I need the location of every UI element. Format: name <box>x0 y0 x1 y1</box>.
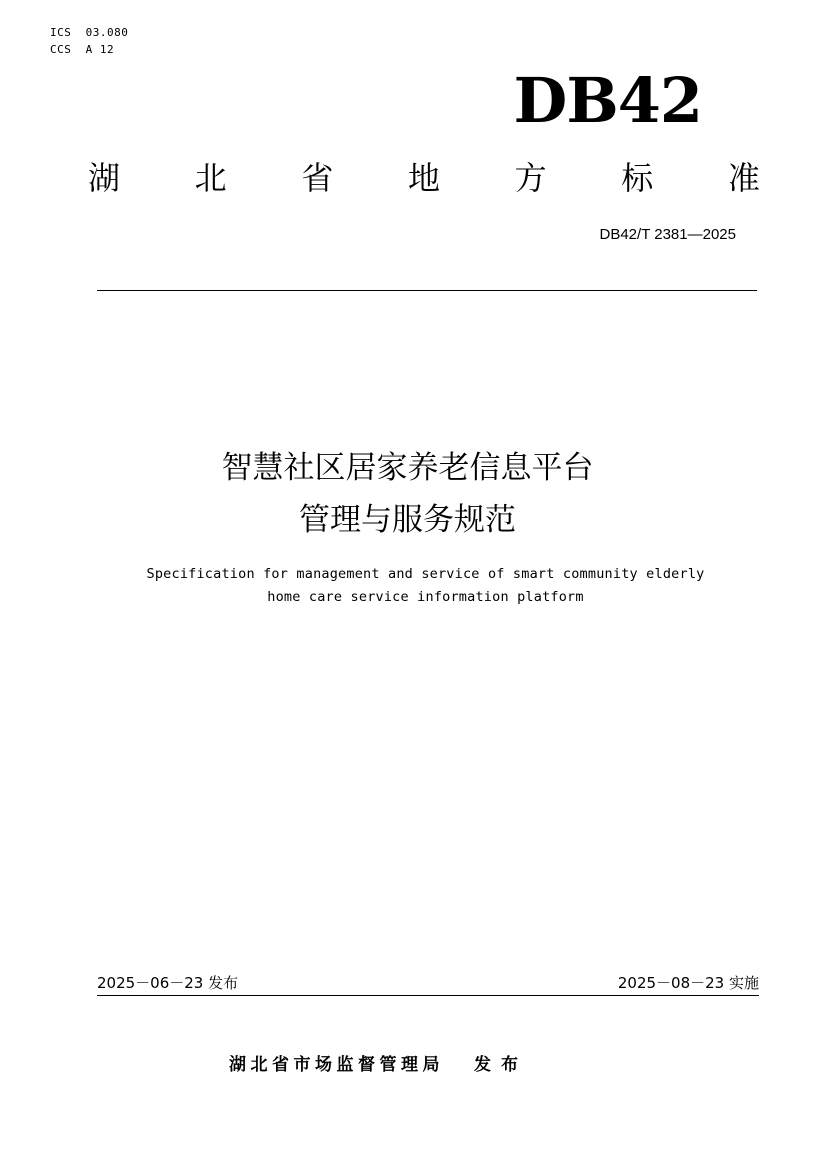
issuer <box>229 1052 528 1078</box>
top-divider <box>97 290 757 291</box>
issuer-name: 湖北省市场监督管理局 <box>229 1055 444 1075</box>
standard-type-char: 方 <box>514 159 547 197</box>
implementation-date: 2025－08－23 实施 <box>617 974 759 992</box>
standard-type-char: 准 <box>727 159 760 197</box>
standard-type-char: 地 <box>407 159 440 197</box>
standard-number: DB42/T 2381—2025 <box>599 226 736 243</box>
ccs-code: CCS A 12 <box>50 43 115 56</box>
english-title <box>0 563 815 609</box>
bottom-divider <box>97 995 759 996</box>
english-title-line-2: home care service information platform <box>267 589 584 605</box>
standard-type-char: 省 <box>301 159 334 197</box>
standard-type-char: 湖 <box>88 159 121 197</box>
db42-logo: DB42 <box>513 64 702 137</box>
standard-type-title <box>88 156 760 200</box>
ics-code: ICS 03.080 <box>50 26 129 39</box>
issuer-action: 发布 <box>474 1055 528 1075</box>
chinese-title <box>0 442 815 546</box>
standard-type-char: 北 <box>194 159 227 197</box>
standard-type-char: 标 <box>621 159 654 197</box>
date-row <box>97 972 759 994</box>
issue-date: 2025－06－23 发布 <box>97 974 239 992</box>
chinese-title-line-1: 智慧社区居家养老信息平台 <box>221 450 594 486</box>
english-title-line-1: Specification for management and service of smart community elderly <box>146 566 705 582</box>
chinese-title-line-2: 管理与服务规范 <box>299 502 516 538</box>
classification-codes <box>50 24 128 58</box>
